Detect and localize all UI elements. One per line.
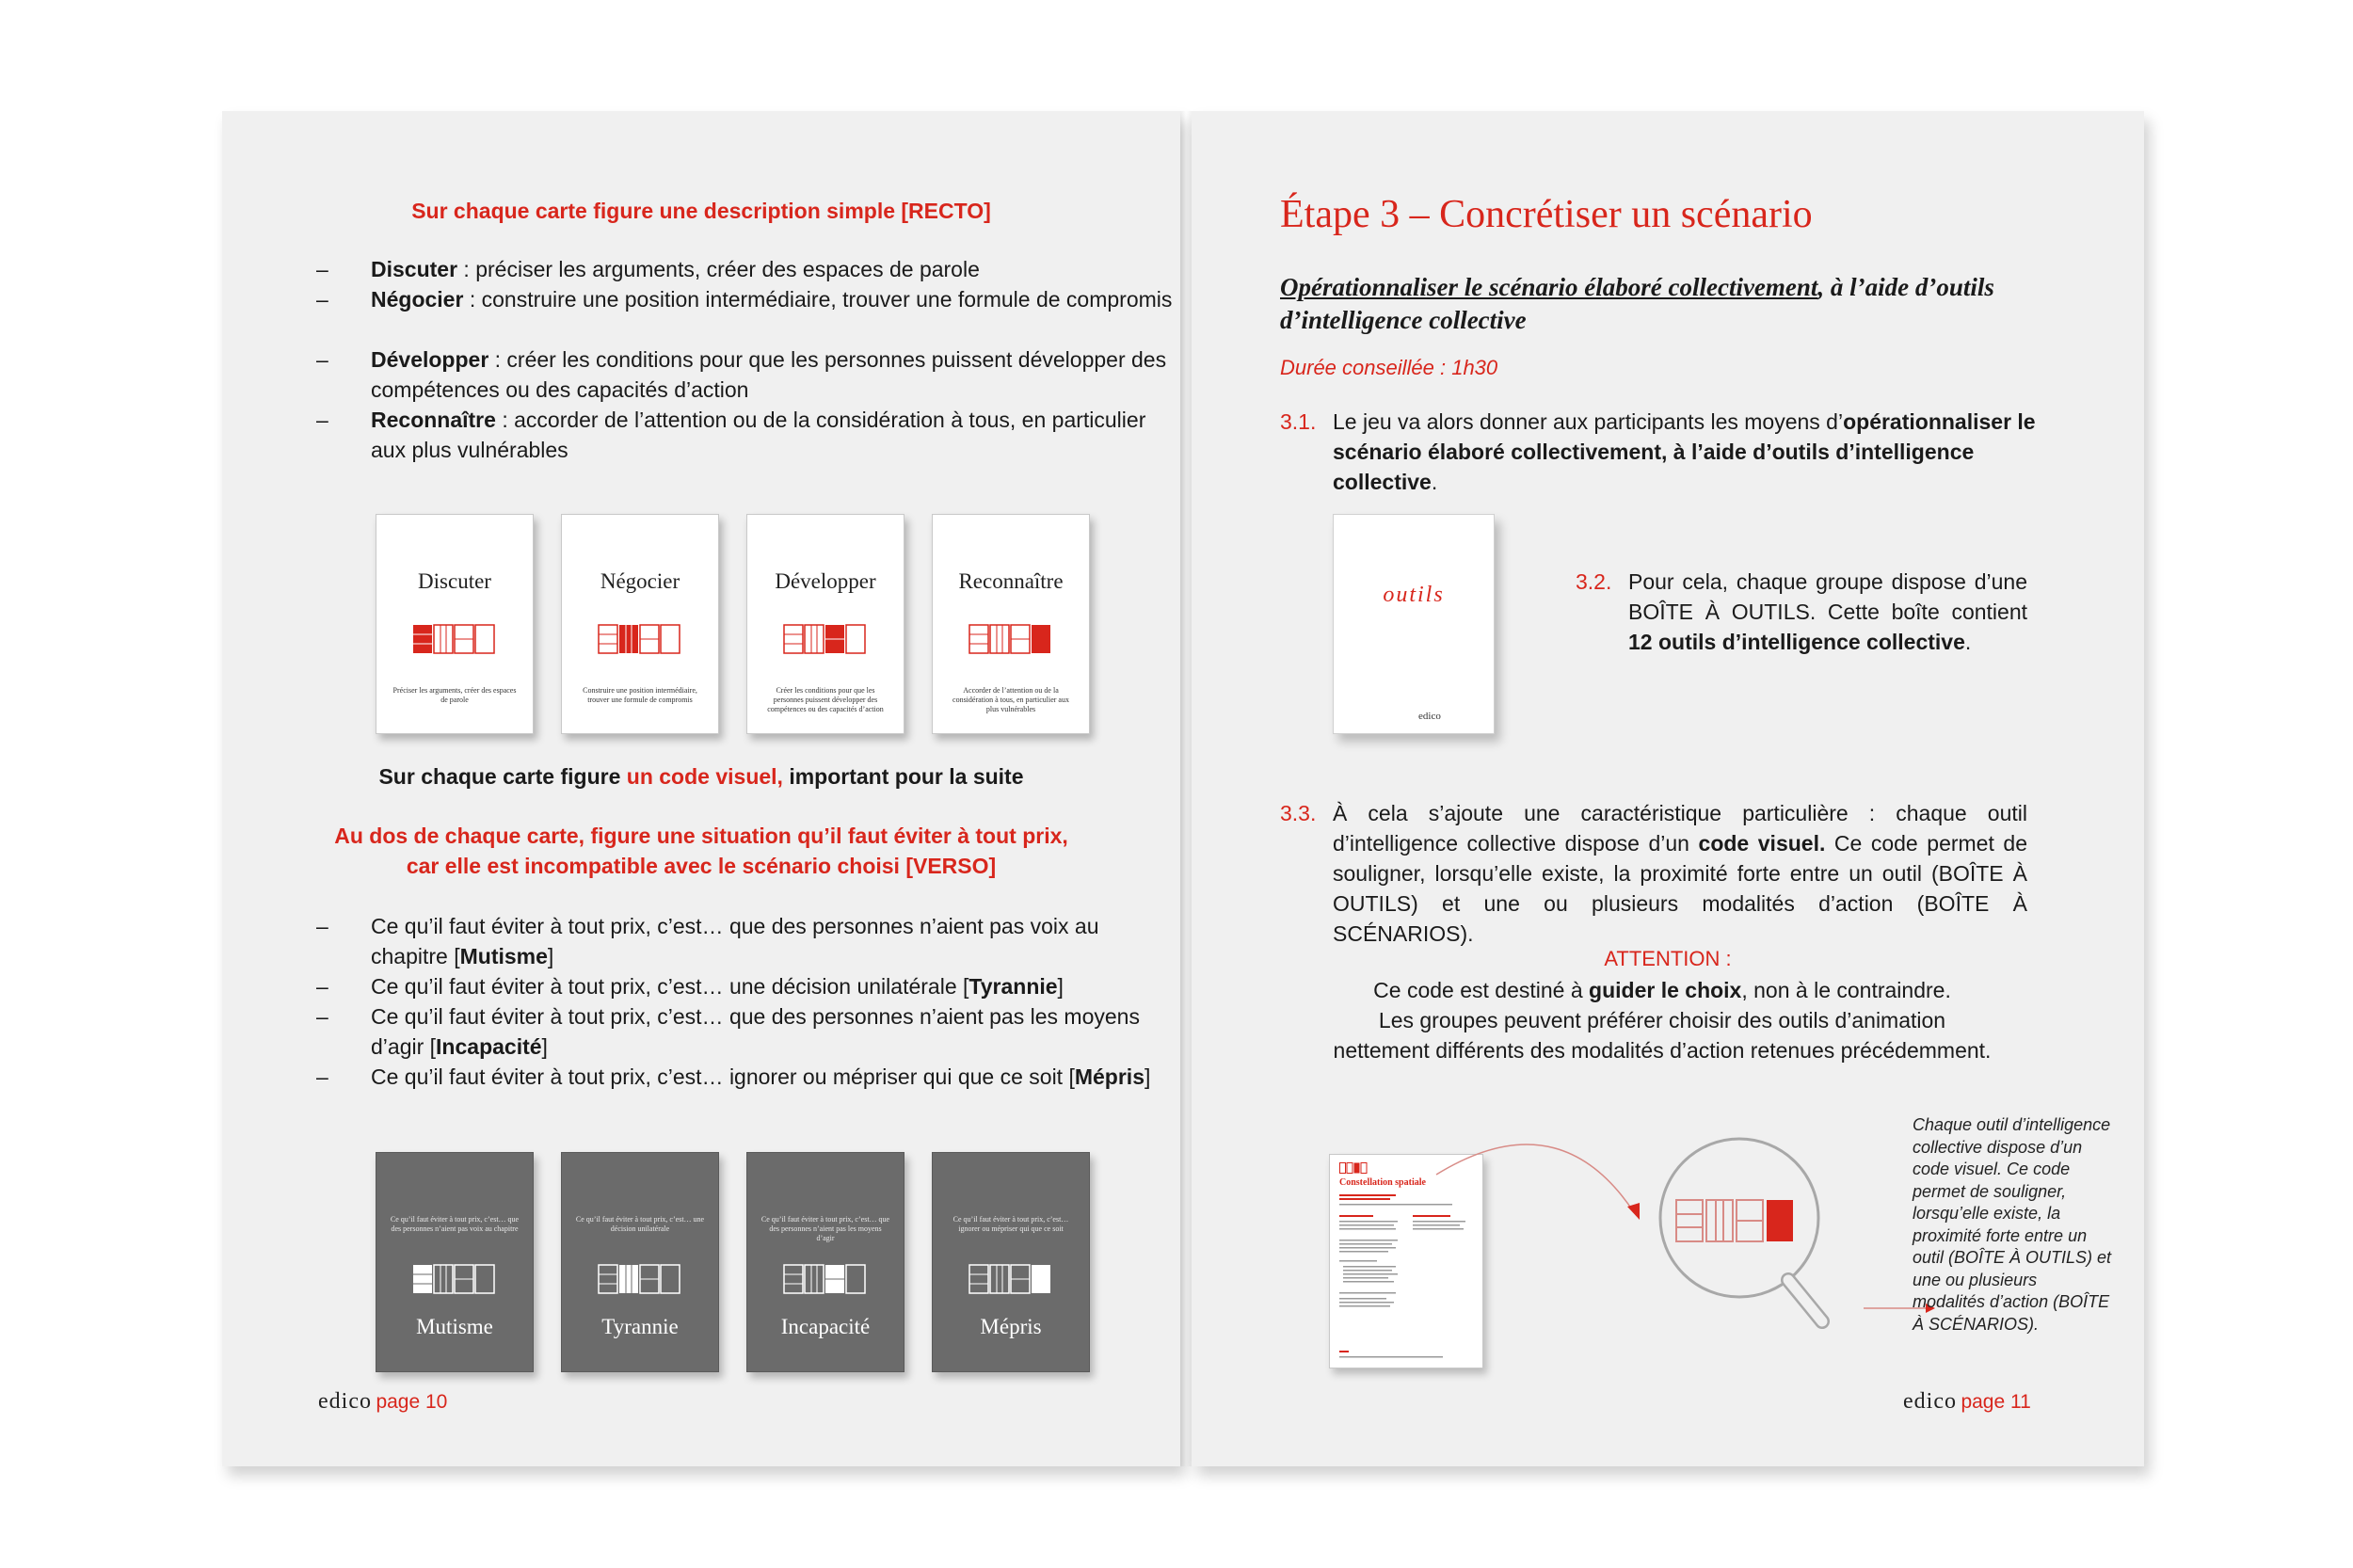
- list-item: – Ce qu’il faut éviter à tout prix, c’est… une décision unilatérale [Tyrannie]: [316, 974, 1064, 999]
- card-reconnaitre: [932, 514, 1090, 734]
- visual-code-icon: [783, 1264, 868, 1294]
- duration: Durée conseillée : 1h30: [1280, 356, 1498, 379]
- card-discuter: [376, 514, 534, 734]
- recto-heading: Sur chaque carte figure une description simple [RECTO]: [411, 199, 991, 223]
- card-title: Reconnaître: [958, 569, 1064, 593]
- visual-code-icon: [968, 1264, 1053, 1294]
- code-visuel-line: Sur chaque carte figure un code visuel, important pour la suite: [378, 764, 1024, 789]
- magnifier-icon: [1645, 1124, 1871, 1359]
- section-3-3: 3.3. À cela s’ajoute une caractéristique particulière : chaque outil d’intelligence collective dispose d’un code visuel. Ce code permet de souligner, lorsqu’elle existe, la proximité forte entre un outil (BOÎTE À OUTILS) et une ou plusieurs modalités d’action (BOÎTE À SCÉNARIOS).: [1280, 798, 2027, 949]
- card-mutisme: [376, 1152, 534, 1372]
- card-title: Tyrannie: [601, 1315, 679, 1338]
- toolbox-image: [1333, 514, 1495, 734]
- list-item: – Négocier : construire une position intermédiaire, trouver une formule de compromis: [316, 287, 1173, 312]
- attention-label: ATTENTION :: [1604, 947, 1732, 970]
- card-mepris: [932, 1152, 1090, 1372]
- page-title: Étape 3 – Concrétiser un scénario: [1280, 193, 1813, 236]
- section-3-1: 3.1. Le jeu va alors donner aux participants les moyens d’opérationnaliser le scénario élaboré collectivement, à l’aide d’outils d’intelligence collective.: [1280, 407, 2061, 497]
- footer: [318, 1389, 447, 1415]
- card-title: Développer: [775, 569, 876, 593]
- card-title: Mutisme: [416, 1315, 493, 1338]
- list-item: – Développer : créer les conditions pour que les personnes puissent développer des compétences ou des capacités d’action: [316, 347, 1167, 402]
- card-title: Mépris: [980, 1315, 1042, 1338]
- verso-heading: Au dos de chaque carte, figure une situation qu’il faut éviter à tout prix, car elle est incompatible avec le scénario choisi [VERSO]: [334, 824, 1068, 878]
- toolbox-logo: edico: [1418, 711, 1441, 722]
- visual-code-icon: [412, 624, 497, 654]
- card-title: Discuter: [418, 569, 491, 593]
- attention-text: Ce code est destiné à guider le choix, non à le contraindre. Les groupes peuvent préférer choisir des outils d’animation nettement différents des modalités d’action retenues précédemment.: [1333, 978, 1992, 1063]
- card-negocier: [561, 514, 719, 734]
- left-page: [222, 111, 1180, 1466]
- card-title: Négocier: [600, 569, 680, 593]
- page-number: page 10: [376, 1391, 448, 1413]
- card-description: Ce qu’il faut éviter à tout prix, c’est… ignorer ou mépriser qui que ce soit: [952, 1215, 1069, 1233]
- edico-logo: edico: [1903, 1389, 1957, 1414]
- subtitle: Opérationnaliser le scénario élaboré collectivement, à l’aide d’outils d’intelligence collective: [1280, 273, 1994, 334]
- card-description: Ce qu’il faut éviter à tout prix, c’est… que des personnes n’aient pas voix au chapitre: [390, 1215, 520, 1233]
- right-page: [1192, 111, 2144, 1466]
- section-number: 3.2.: [1576, 569, 1612, 594]
- visual-code-icon: [598, 624, 682, 654]
- section-3-2: 3.2. Pour cela, chaque groupe dispose d’une BOÎTE À OUTILS. Cette boîte contient 12 outils d’intelligence collective.: [1576, 567, 2027, 657]
- card-description: Ce qu’il faut éviter à tout prix, c’est… une décision unilatérale: [575, 1215, 705, 1233]
- card-description: Ce qu’il faut éviter à tout prix, c’est… que des personnes n’aient pas les moyens d’agir: [760, 1215, 890, 1242]
- tool-sheet-title: Constellation spatiale: [1339, 1177, 1426, 1188]
- edico-logo: edico: [318, 1389, 372, 1414]
- card-developper: [746, 514, 904, 734]
- card-description: Créer les conditions pour que les personnes puissent développer des compétences ou des capacités d’action: [767, 686, 884, 713]
- card-description: Construire une position intermédiaire, trouver une formule de compromis: [583, 686, 697, 704]
- card-description: Accorder de l’attention ou de la considération à tous, en particulier aux plus vulnérables: [952, 686, 1069, 713]
- card-incapacite: [746, 1152, 904, 1372]
- visual-code-icon: [968, 624, 1053, 654]
- magnifier-caption: Chaque outil d’intelligence collective dispose d’un code visuel. Ce code permet de souligner, lorsqu’elle existe, la proximité forte entre un outil (BOÎTE À OUTILS) et une ou plusieurs modalités d’action (BOÎTE À SCÉNARIOS).: [1913, 1115, 2112, 1334]
- list-item: – Ce qu’il faut éviter à tout prix, c’est… que des personnes n’aient pas les moyens d’agir [Incapacité]: [316, 1004, 1140, 1059]
- visual-code-icon: [783, 624, 868, 654]
- section-number: 3.3.: [1280, 801, 1317, 825]
- list-item: – Reconnaître : accorder de l’attention ou de la considération à tous, en particulier aux plus vulnérables: [316, 408, 1146, 462]
- section-number: 3.1.: [1280, 409, 1317, 434]
- list-item: – Ce qu’il faut éviter à tout prix, c’est… ignorer ou mépriser qui que ce soit [Mépris]: [316, 1064, 1151, 1089]
- page-number: page 11: [1961, 1391, 2031, 1413]
- visual-code-icon: [598, 1264, 682, 1294]
- visual-code-icon: [412, 1264, 497, 1294]
- card-title: Incapacité: [780, 1315, 871, 1338]
- card-description: Préciser les arguments, créer des espaces de parole: [392, 686, 517, 704]
- list-item: – Ce qu’il faut éviter à tout prix, c’est… que des personnes n’aient pas voix au chapitre [Mutisme]: [316, 914, 1099, 968]
- card-tyrannie: [561, 1152, 719, 1372]
- footer: [1903, 1389, 2031, 1415]
- visual-code-icon: [1339, 1162, 1368, 1174]
- toolbox-label: outils: [1383, 583, 1445, 607]
- list-item: – Discuter : préciser les arguments, créer des espaces de parole: [316, 257, 980, 281]
